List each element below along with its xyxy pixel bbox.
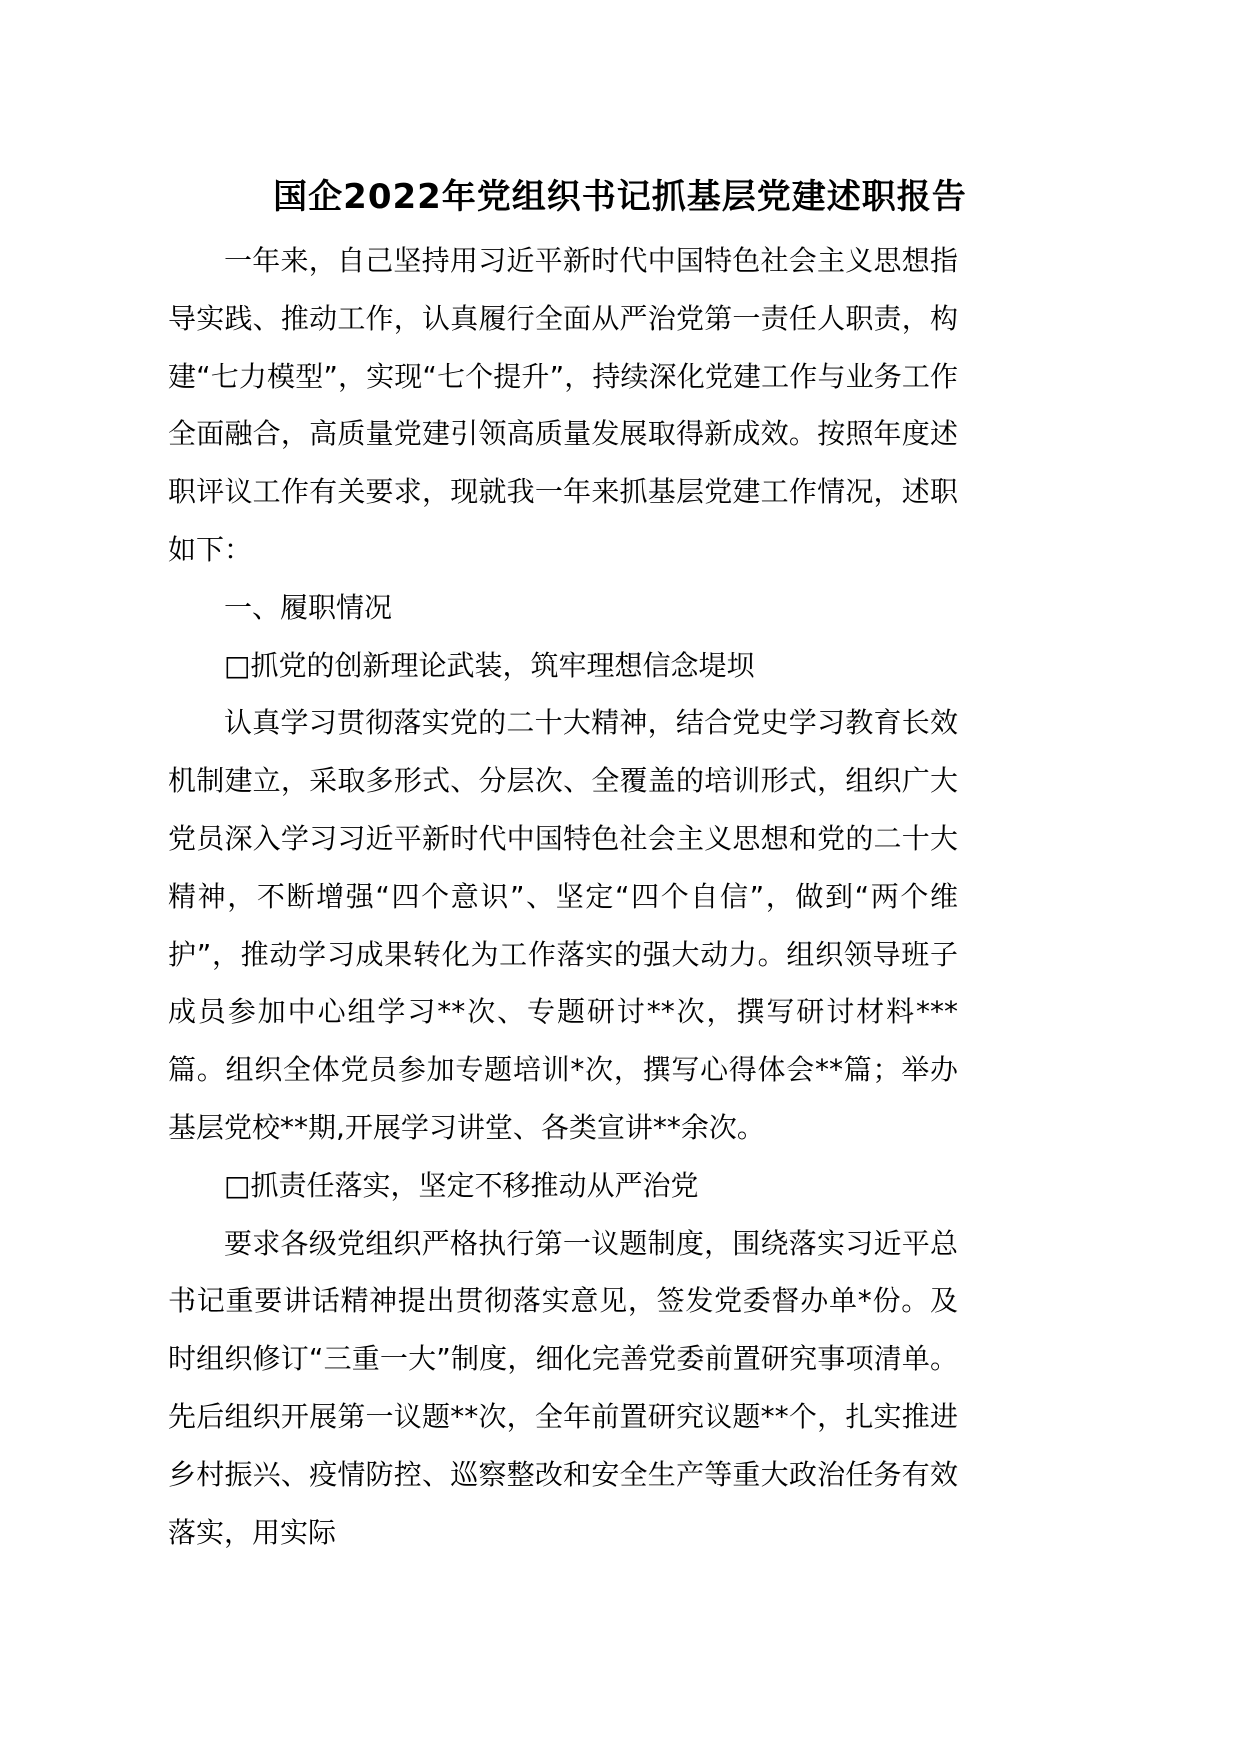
responsibility-paragraph: 要求各级党组织严格执行第一议题制度，围绕落实习近平总书记重要讲话精神提出贯彻落实意见，签发党委督办单*份。及时组织修订“三重一大”制度，细化完善党委前置研究事项清单。先后组织开展第一议题**次，全年前置研究议题**个，扎实推进乡村振兴、疫情防控、巡察整改和安全生产等重大政治任务有效落实，用实际 (168, 1226, 958, 1549)
intro-paragraph: 一年来，自己坚持用习近平新时代中国特色社会主义思想指导实践、推动工作，认真履行全面从严治党第一责任人职责，构建“七力模型”，实现“七个提升”，持续深化党建工作与业务工作全面融合，高质量党建引领高质量发展取得新成效。按照年度述职评议工作有关要求，现就我一年来抓基层党建工作情况，述职如下： (168, 244, 958, 566)
section-heading-performance: 一、履职情况 (224, 590, 393, 624)
subheading-responsibility: □抓责任落实，坚定不移推动从严治党 (224, 1168, 699, 1202)
document-body (168, 232, 958, 1561)
document-title: 国企2022年党组织书记抓基层党建述职报告 (273, 177, 967, 217)
theory-paragraph: 认真学习贯彻落实党的二十大精神，结合党史学习教育长效机制建立，采取多形式、分层次、全覆盖的培训形式，组织广大党员深入学习习近平新时代中国特色社会主义思想和党的二十大精神，不断增强“四个意识”、坚定“四个自信”，做到“两个维护”，推动学习成果转化为工作落实的强大动力。组织领导班子成员参加中心组学习**次、专题研讨**次，撰写研讨材料***篇。组织全体党员参加专题培训*次，撰写心得体会**篇；举办基层党校**期,开展学习讲堂、各类宣讲**余次。 (168, 706, 958, 1144)
subheading-theory: □抓党的创新理论武装，筑牢理想信念堤坝 (224, 648, 755, 682)
